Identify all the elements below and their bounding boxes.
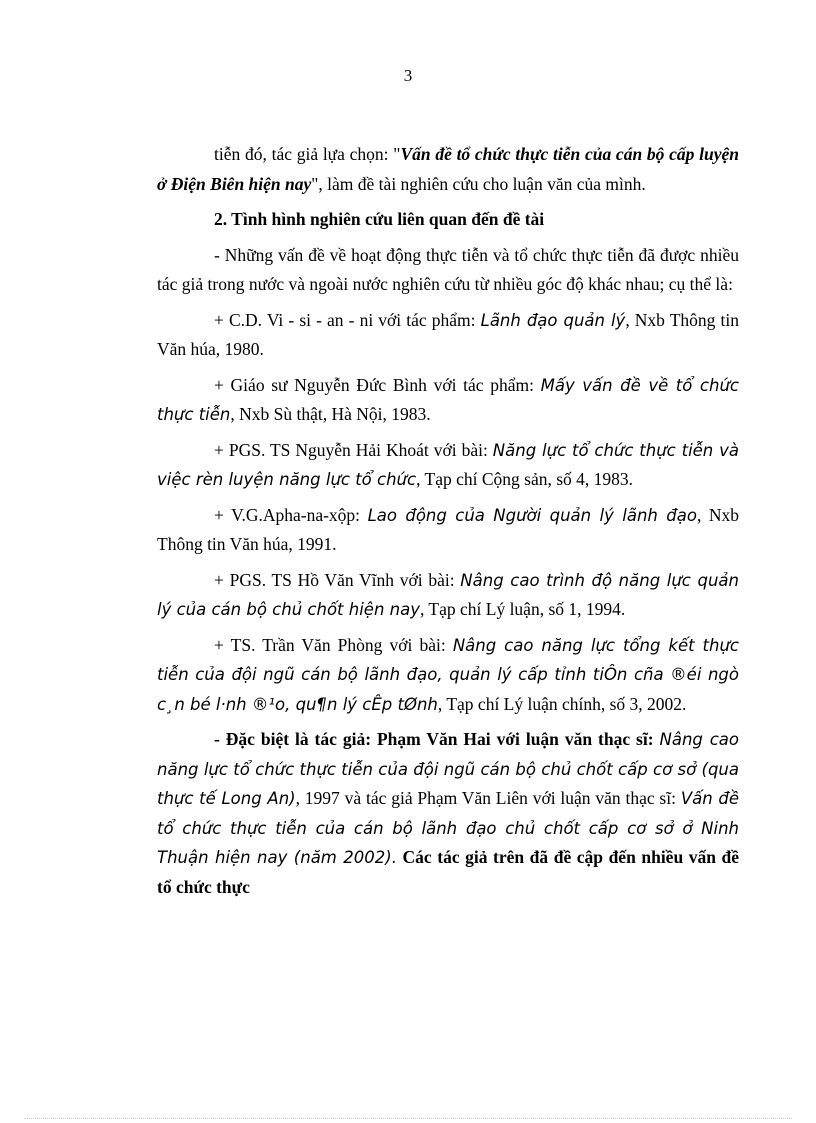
ref-publisher: , Tạp chí Lý luận chính, số 3, 2002. [437, 693, 687, 714]
ref-author: + TS. Trần Văn Phòng với bài: [214, 634, 453, 655]
page-footer-rule [24, 1118, 792, 1119]
reference-item [157, 631, 739, 720]
reference-item [157, 501, 739, 560]
ref-publisher: , Nxb Thông tin Văn húa, 1980. [157, 309, 739, 359]
document-body [157, 140, 739, 908]
ref-author: + V.G.Apha-na-xộp: [214, 504, 368, 525]
thesis-title-lien: Vấn đề tổ chức thực tiễn của cán bộ lãnh đạo chủ chốt cấp cơ sở ở Ninh Thuận hiện nay (năm 2002). [157, 789, 739, 867]
ref-title: Năng lực tổ chức thực tiễn và việc rèn luyện năng lực tổ chức [157, 440, 739, 489]
ref-title: Nâng cao năng lực tổng kết thực tiễn của đội ngũ cán bộ lãnh đạo, quản lý cấp tỉnh tiÔn cña ®éi ngò c¸n bé l·nh ®¹o, qu¶n lý cÊp tØnh [157, 635, 740, 714]
paragraph-overview: - Những vấn đề về hoạt động thực tiễn và tổ chức thực tiễn đã được nhiều tác giả trong nước và ngoài nước nghiên cứu từ nhiều góc độ khác nhau; cụ thể là: [157, 244, 739, 294]
ref-title: Mấy vấn đề về tổ chức thực tiễn [157, 375, 739, 424]
ref-author: + PGS. TS Hồ Văn Vĩnh với bài: [214, 569, 461, 590]
ref-publisher: , Tạp chí Cộng sản, số 4, 1983. [416, 469, 634, 489]
intro-text-a: tiễn đó, tác giả lựa chọn: " [214, 144, 401, 164]
section-heading: 2. Tình hình nghiên cứu liên quan đến đề tài [214, 209, 545, 229]
reference-item [157, 436, 739, 495]
ref-title: Lãnh đạo quản lý [480, 310, 626, 330]
paragraph-intro [157, 140, 739, 199]
page-number: 3 [403, 66, 413, 85]
ref-publisher: , Nxb Sù thật, Hà Nội, 1983. [230, 404, 431, 424]
theses-mid: , 1997 và tác giả Phạm Văn Liên với luận văn thạc sĩ: [295, 788, 681, 808]
ref-title: Lao động của Người quản lý lãnh đạo [367, 505, 697, 525]
ref-author: + PGS. TS Nguyễn Hải Khoát với bài: [214, 439, 493, 460]
intro-text-c: ", làm đề tài nghiên cứu cho luận văn của mình. [311, 173, 646, 194]
thesis-title: Vấn đề tổ chức thực tiễn của cán bộ cấp luyện ở Điện Biên hiện nay [157, 144, 739, 194]
thesis-title-hai: Nâng cao năng lực tổ chức thực tiễn của đội ngũ cán bộ chủ chốt cấp cơ sở (qua thực tế Long An) [157, 730, 739, 808]
reference-item [157, 566, 739, 625]
ref-publisher: , Nxb Thông tin Văn húa, 1991. [157, 504, 739, 554]
ref-publisher: , Tạp chí Lý luận, số 1, 1994. [419, 599, 626, 619]
theses-conclusion: Các tác giả trên đã đề cập đến nhiều vấn đề tổ chức thực [157, 847, 740, 897]
reference-item [157, 371, 739, 430]
theses-intro: - Đặc biệt là tác giả: Phạm Văn Hai với luận văn thạc sĩ: [214, 729, 660, 749]
paragraph-theses [157, 725, 739, 902]
reference-item [157, 306, 739, 365]
ref-title: Nâng cao trình độ năng lực quản lý của cán bộ chủ chốt hiện nay [157, 570, 739, 619]
ref-author: + C.D. Vi - si - an - ni với tác phẩm: [214, 309, 481, 330]
ref-author: + Giáo sư Nguyễn Đức Bình với tác phẩm: [214, 374, 541, 395]
